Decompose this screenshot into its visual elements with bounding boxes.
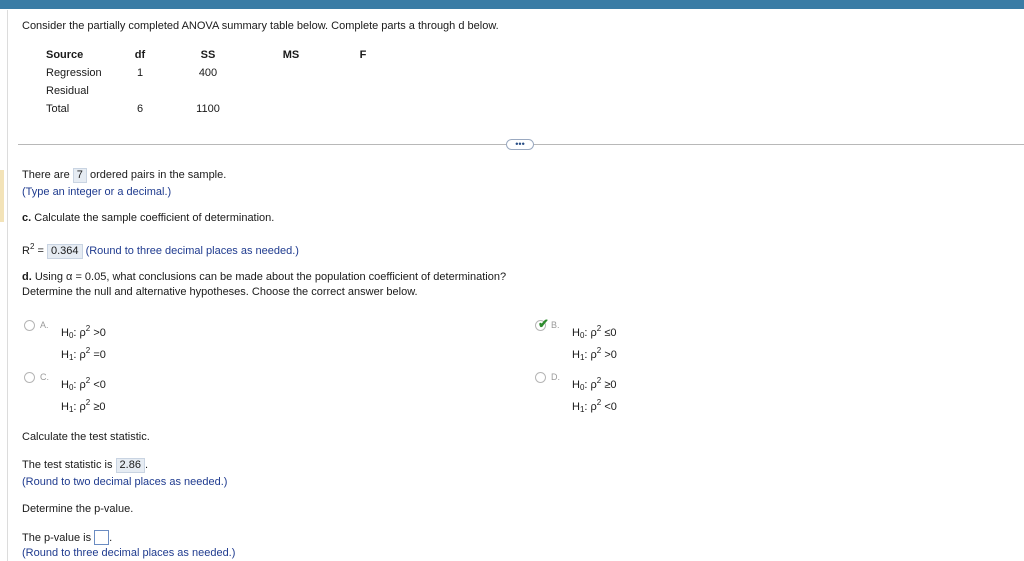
pairs-text-after: ordered pairs in the sample. (89, 169, 227, 181)
option-a-letter: A. (40, 320, 49, 330)
cell-ss (160, 82, 256, 100)
cell-f (326, 100, 400, 118)
test-stat-line (22, 458, 148, 473)
cell-source: Total (46, 103, 70, 115)
pairs-answer[interactable]: 7 (73, 168, 87, 183)
option-d-letter: D. (551, 372, 560, 382)
cell-df: 6 (136, 103, 144, 115)
pairs-text-before: There are (22, 169, 70, 181)
pairs-hint: (Type an integer or a decimal.) (22, 186, 172, 198)
r2-hint: (Round to three decimal places as needed.) (85, 245, 299, 257)
current-question-marker (0, 170, 4, 222)
option-c-letter: C. (40, 372, 49, 382)
top-bar (0, 0, 1024, 9)
part-c-text: Calculate the sample coefficient of determination. (34, 212, 275, 224)
header-ms: MS (282, 49, 300, 61)
option-c-alt: $H_1$: $\rho^2 \ge 0$ (61, 398, 106, 414)
r2-symbol: R (22, 245, 30, 257)
part-d-text: Using α = 0.05, what conclusions can be made about the population coefficient of determination? (34, 271, 507, 283)
cell-ss: 400 (198, 67, 218, 79)
expand-more-button[interactable]: ••• (506, 139, 534, 150)
header-ss: SS (200, 49, 216, 61)
table-row-residual (40, 82, 400, 100)
anova-header-row (40, 46, 400, 64)
option-c-null: $H_0$: $\rho^2 <0$ (61, 376, 106, 392)
anova-table (40, 46, 400, 118)
r2-equals: = (37, 245, 44, 257)
radio-a[interactable] (24, 320, 35, 331)
option-d-null: $H_0$: $\rho^2 \ge 0$ (572, 376, 617, 392)
option-b-letter: B. (551, 320, 560, 330)
part-d-question (22, 271, 506, 283)
p-value-after: . (109, 532, 113, 544)
option-d[interactable] (535, 372, 675, 416)
header-df: df (134, 49, 146, 61)
pairs-line (22, 168, 226, 183)
test-stat-question: Calculate the test statistic. (22, 431, 150, 443)
header-source: Source (46, 49, 84, 61)
cell-df: 1 (136, 67, 144, 79)
option-d-alt: $H_1$: $\rho^2 <0$ (572, 398, 617, 414)
p-value-before: The p-value is (22, 532, 92, 544)
r2-line (22, 242, 299, 259)
p-value-question: Determine the p-value. (22, 503, 134, 515)
option-b-null: $H_0$: $\rho^2 \le 0$ (572, 324, 617, 340)
part-d-instruction: Determine the null and alternative hypotheses. Choose the correct answer below. (22, 286, 418, 298)
table-row-total (40, 100, 400, 118)
cell-ms (256, 100, 326, 118)
header-f: F (359, 49, 367, 61)
cell-ss: 1100 (196, 103, 220, 115)
option-b[interactable] (535, 316, 675, 364)
cell-df (120, 82, 160, 100)
option-c[interactable] (24, 372, 164, 416)
cell-ms (256, 64, 326, 82)
test-stat-after: . (144, 459, 149, 471)
test-stat-before: The test statistic is (22, 459, 113, 471)
part-c-label: c. (22, 212, 32, 224)
r2-answer[interactable]: 0.364 (47, 244, 83, 259)
test-stat-hint: (Round to two decimal places as needed.) (22, 476, 228, 488)
cell-source: Regression (46, 67, 102, 79)
p-value-hint: (Round to three decimal places as needed.) (22, 547, 236, 559)
cell-f (326, 64, 400, 82)
option-a[interactable] (24, 320, 164, 364)
cell-source: Residual (46, 85, 89, 97)
option-a-alt: $H_1$: $\rho^2 =0$ (61, 346, 106, 362)
option-a-null: $H_0$: $\rho^2 >0$ (61, 324, 106, 340)
cell-ms (256, 82, 326, 100)
p-value-input[interactable] (94, 530, 109, 545)
question-prompt: Consider the partially completed ANOVA summary table below. Complete parts a through d below. (22, 20, 499, 32)
radio-c[interactable] (24, 372, 35, 383)
option-b-alt: $H_1$: $\rho^2 >0$ (572, 346, 617, 362)
cell-f (326, 82, 400, 100)
radio-d[interactable] (535, 372, 546, 383)
r2-exponent: 2 (29, 242, 35, 251)
part-d-label: d. (22, 271, 32, 283)
part-c-question (22, 212, 274, 224)
table-row-regression (40, 64, 400, 82)
left-border (7, 10, 8, 561)
p-value-line (22, 530, 112, 545)
check-icon: ✔ (538, 316, 549, 331)
test-stat-answer[interactable]: 2.86 (116, 458, 145, 473)
